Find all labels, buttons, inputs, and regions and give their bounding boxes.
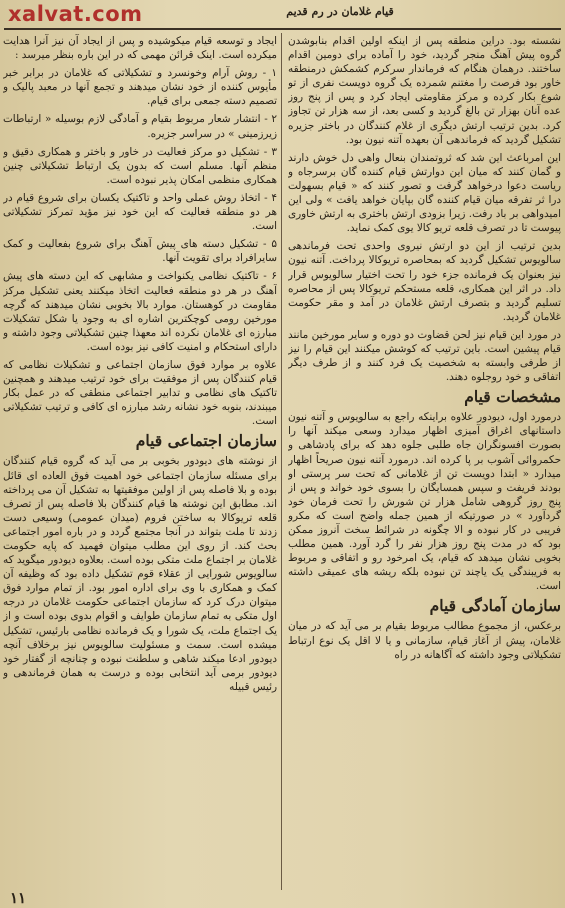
- column-divider: [281, 33, 282, 890]
- section-heading: سازمان اجتماعی قیام: [135, 431, 277, 451]
- list-item: ۴ - اتخاذ روش عملی واحد و تاکتیک یکسان برای شروع قیام در هر دو منطقه فعالیت که این خود نیز مؤید تمرکز تشکیلاتی است.: [3, 191, 277, 233]
- paragraph: از نوشته های دیودور بخوبی بر می آید که گروه قیام کنندگان برای مسئله سازمان اجتماعی خود اهمیت فوق العاده ای قائل بوده و بلا فاصله پس از اولین موفقیتها به تشکیل آن می پرداخته اند. مطابق این نوشته ها قیام کنندگان بلا فاصله پس از تصرف قلعه تریوکالا به ساختن فروم (میدان عمومی) وسیعی دست زدند تا ملت بتواند در آنجا مجتمع گردد و در باره امور اجتماعی بحث کند. از روی این مطلب میتوان فهمید که پایه حکومت غلامان بر اجتماع ملت متکی بوده است. بعلاوه دیودور میگوید که سالویوس شورایی از عقلاء قوم تشکیل داده بود که وظیفه آن کمک و همکاری با وی برای اداره امور بود. از تمام موارد فوق میتوان درک کرد که سازمان اجتماعی حکومت غلامان در درجه اول متکی به تمام سازمان طوایف و اقوام بدوی بوده است و از یک اجتماع ملت، یک شورا و یک فرمانده نظامی بارئیس، تشکیل میشده است. سمت و مسئولیت سالویوس نیز برخلاف آنچه دیودور ادعا میکند شاهی و سلطنت نبوده و چنانچه از گفتار خود دیودور برمی آید انتخابی بوده و درست به همان فرماندهی و رئیس قبیله: [3, 455, 277, 693]
- page-number: ۱۱: [10, 889, 27, 907]
- section-heading: مشخصات قیام: [464, 387, 561, 407]
- paragraph: در مورد این قیام نیز لحن قضاوت دو دوره و سایر مورخین مانند قیام پیشین است. باین ترتیب که کوشش میکنند این قیام را نیز از طرفی وابسته به شخصیت یک فرد کنند و از طرف دیگر اتفاقی و خود روجلوه دهند.: [288, 328, 561, 384]
- paragraph: علاوه بر موارد فوق سازمان اجتماعی و تشکیلات نظامی که قیام کنندگان پس از موفقیت برای خود ترتیب میدهند و همچنین تاکتیک های نظامی و تدابیر اجتماعی منطقی که در عمل بکار میبندند، بنوبه خود نشانه رشد مبارزه ای کافی و ترتیب تشکیلاتی است.: [3, 358, 277, 428]
- list-item: ۳ - تشکیل دو مرکز فعالیت در خاور و باختر و همکاری دقیق و منظم آنها. مسلم است که بدون یک ارتباط تشکیلاتی چنین همکاری منظمی امکان پذیر نبوده است.: [3, 145, 277, 186]
- paragraph: درمورد اول، دیودور علاوه براینکه راجع به سالویوس و آتنه نیون داستانهای اغراق آمیزی اظهار میدارد وسعی میکند آنها را بصورت افسونگران جاه طلبی جلوه دهد که برای پادشاهی و حکمروائی آشوب بر پا کرده اند. درمورد آتنه نیون صریحاً اظهار میدارد « ابتدا دویست تن از غلامانی که تحت سر پرستی او بودند فریفت و سپس همسایگان را بسوی خود خواند و پس از پنج روز گروهی شامل هزار تن شورش را تحت فرمان خود گردآورد » در صورتیکه از همین جمله واضح است که مکرو فریبی در کار نبوده و الا چگونه در شرائط سخت آنروز ممکن بود که در مدت پنج روز هزار نفر را گرد آورد. همین مطلب بخوبی نشان میدهد که قیام، یک امرخود رو و اتفاقی و مربوط به فریبندگی یک یاچند تن نبوده بلکه ریشه های عمیقی داشته است.: [288, 411, 561, 593]
- paragraph: این امرباعث این شد که ثروتمندان بنعال واهی دل خوش دارند و گمان کنند که میان این دوارتش قیام کننده گان برسرجاه و ریاست دعوا درخواهد گرفت و تصور کنند که « قیام بسهولت درا ثر تفرقه میان قیام کننده گان بپایان خواهد یافت » ولی این امیدواهی بر باد رفت. زیرا بزودی ارتش باختری به ارتش خاوری پیوست تا در تصرف قلعه تریو کالا یوی کمک نماید.: [288, 151, 561, 235]
- paragraph: نشسته بود. دراین منطقه پس از اینکه اولین اقدام بنابوشدن گروه پیش آهنگ منجر گردید، خود را آماده برای دومین اقدام ساختند. درهمان هنگام که فرماندار سرکرم کشمکش درمنطقه خاور بود فرصت را مغتنم شمرده یک گروه دویست نفری از تو شوع بکار کرده و مرکز مقاومتی ایجاد کرد و پس از پنج روز عده آنان بهزار تن بالغ گردید و کسی بعد، از سه هزار تن تجاوز کرد. بدین ترتیب ارتش دیگری از غلام کنندگان در باختر جزیره تشکیل گردید که فرماندهی آن بعهده آتنه نیون بود.: [288, 35, 561, 146]
- paragraph: ایجاد و توسعه قیام میکوشیده و پس از ایجاد آن نیز آنرا هدایت میکرده است. اینک قرائن مهمی که در این باره بنظر میرسد :: [3, 35, 277, 62]
- left-column: [3, 34, 277, 888]
- paragraph: بدین ترتیب از این دو ارتش نیروی واحدی تحت فرماندهی سالویوس تشکیل گردید که بمحاصره تریوکالا پرداخت. آتنه نیون نیز بعنوان یک فرمانده جزء خود را تحت اختیار سالویوس قرار داد. در اثر این همکاری، قلعه مستحکم تریوکالا پس از محاصره تسلیم گردید و بتصرف ارتش غلامان در آمد و مقر حکومت غلامان گردید.: [288, 240, 561, 323]
- list-item: ۲ - انتشار شعار مربوط بقیام و آمادگی لازم بوسیله « ارتباطات زیرزمینی » در سراسر جزیره.: [3, 113, 277, 140]
- list-item: ۶ - تاکتیک نظامی یکنواخت و مشابهی که این دسته های پیش آهنگ در هر دو منطقه فعالیت اتخاذ میکنند یعنی تشکیل مرکز مقاومت در کوهستان. موارد بالا بخوبی نشان میدهند که گرچه مورخین رومی کوچکترین اشاره ای به وجود یا شکل تشکیلات مبارزه ای غلامان نکرده اند معهذا چنین تشکیلاتی وجود داشته و دارای استحکام و امنیت کافی نیز بوده است.: [3, 270, 277, 353]
- list-item: ۵ - تشکیل دسته های پیش آهنگ برای شروع بفعالیت و کمک سایرافراد برای تقویت آنها.: [3, 238, 277, 265]
- watermark: xalvat.com: [8, 2, 143, 26]
- section-heading: سازمان آمادگی قیام: [429, 596, 561, 616]
- right-column: [288, 34, 561, 888]
- running-head: قیام غلامان در رم قدیم: [286, 5, 394, 18]
- header-rule: [4, 28, 561, 30]
- list-item: ۱ - روش آرام وخونسرد و تشکیلاتی که غلامان در برابر خبر مأیوس کننده از خود نشان میدهند و تجمع آنها در معبد پالیک و تصمیم دسته جمعی برای قیام.: [3, 67, 277, 108]
- paragraph: برعکس، از مجموع مطالب مربوط بقیام بر می آید که در میان غلامان، پیش از آغاز قیام، سازمانی و یا لا اقل یک نوع ارتباط تشکیلاتی وجود داشته که آگاهانه در راه: [288, 620, 561, 661]
